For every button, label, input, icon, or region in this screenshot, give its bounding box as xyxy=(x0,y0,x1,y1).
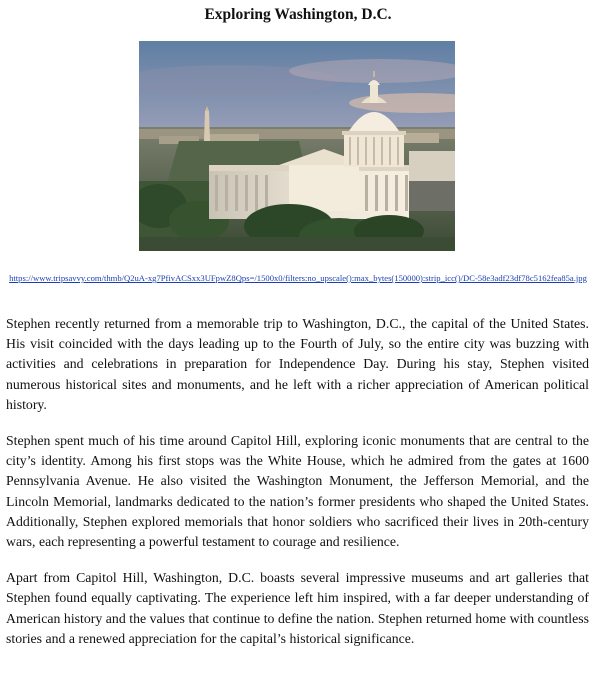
article-body xyxy=(6,314,589,665)
image-source-link[interactable]: https://www.tripsavvy.com/thmb/Q2uA-xg7PfivACSxx3UFpwZ8Qps=/1500x0/filters:no_upscale():max_bytes(150000):strip_icc()/DC-58e3adf23df78c5162fea85a.jpg xyxy=(9,273,587,283)
paragraph: Apart from Capitol Hill, Washington, D.C. boasts several impressive museums and art galleries that Stephen found equally captivating. The experience left him inspired, with a far deeper understanding of American history and the values that continue to define the nation. Stephen returned home with countless stories and a renewed appreciation for the capital’s historical significance. xyxy=(6,570,589,646)
page-title: Exploring Washington, D.C. xyxy=(204,6,392,23)
paragraph: Stephen spent much of his time around Capitol Hill, exploring iconic monuments that are central to the city’s identity. Among his first stops was the White House, which he admired from the gates at 1600 Pennsylvania Avenue. He also visited the Washington Monument, the Jefferson Memorial, and the Lincoln Memorial, landmarks dedicated to the nation’s former presidents who shaped the United States. Additionally, Stephen explored memorials that honor soldiers who sacrificed their lives in 20th-century wars, each representing a powerful testament to courage and resilience. xyxy=(6,433,589,550)
paragraph: Stephen recently returned from a memorable trip to Washington, D.C., the capital of the United States. His visit coincided with the days leading up to the Fourth of July, so the entire city was buzzing with activities and celebrations in preparation for Independence Day. During his stay, Stephen visited numerous historical sites and monuments, and he left with a richer appreciation of American political history. xyxy=(6,316,589,412)
capitol-photo xyxy=(139,41,455,251)
